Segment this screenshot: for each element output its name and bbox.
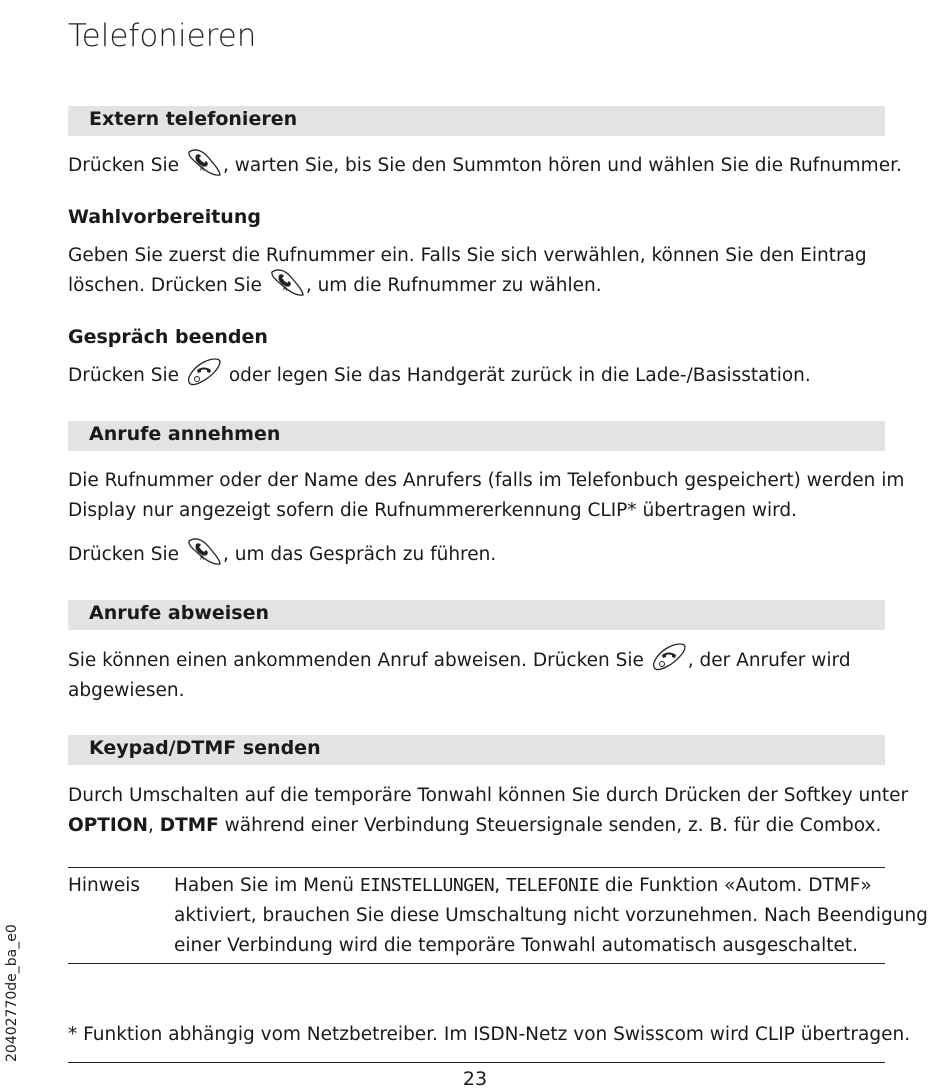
text-line: einer Verbindung wird die temporäre Tonwahl automatisch ausgeschaltet. bbox=[174, 935, 859, 956]
document-code: 20402770de_ba_e0 bbox=[4, 924, 20, 1062]
paragraph-wahl bbox=[68, 241, 898, 301]
text-line bbox=[68, 646, 898, 676]
text: , warten Sie, bis Sie den Summton hören und wählen Sie die Rufnummer. bbox=[222, 155, 902, 176]
text-line bbox=[68, 811, 898, 841]
softkey-label-dtmf: DTMF bbox=[159, 815, 219, 836]
text-line: Display nur angezeigt sofern die Rufnummererkennung CLIP* übertragen wird. bbox=[68, 500, 797, 521]
text-line: Geben Sie zuerst die Rufnummer ein. Falls Sie sich verwählen, können Sie den Eintrag bbox=[68, 245, 867, 266]
section-heading: Keypad/DTMF senden bbox=[89, 737, 321, 759]
text: , um das Gespräch zu führen. bbox=[222, 544, 497, 565]
menu-label: EINSTELLUNGEN bbox=[359, 875, 495, 896]
paragraph-dtmf bbox=[68, 781, 909, 841]
page-number: 23 bbox=[462, 1068, 488, 1090]
text: , bbox=[148, 815, 160, 836]
text-line: abgewiesen. bbox=[68, 680, 185, 701]
text-line: aktiviert, brauchen Sie diese Umschaltung nicht vorzunehmen. Nach Beendigung bbox=[174, 905, 928, 926]
note-top-rule bbox=[68, 867, 885, 868]
text: Drücken Sie bbox=[68, 155, 180, 176]
section-heading: Extern telefonieren bbox=[89, 108, 298, 130]
text: , bbox=[494, 875, 506, 896]
paragraph-abweisen bbox=[68, 646, 898, 706]
paragraph-annehmen-action bbox=[68, 540, 898, 570]
section-heading: Anrufe annehmen bbox=[89, 423, 281, 445]
note-text bbox=[174, 871, 928, 961]
page-title: Telefonieren bbox=[68, 18, 257, 54]
text: Sie können einen ankommenden Anruf abweisen. Drücken Sie bbox=[68, 650, 644, 671]
end-call-key-icon bbox=[651, 642, 687, 672]
text: , der Anrufer wird bbox=[687, 650, 851, 671]
text: die Funktion «Autom. DTMF» bbox=[599, 875, 872, 896]
paragraph-annehmen bbox=[68, 466, 905, 526]
paragraph-beenden bbox=[68, 361, 898, 391]
section-header-abweisen bbox=[68, 600, 885, 630]
svg-text:R: R bbox=[199, 555, 205, 562]
svg-text:R: R bbox=[282, 286, 287, 293]
text: oder legen Sie das Handgerät zurück in die Lade-/Basisstation. bbox=[228, 365, 811, 386]
text: Haben Sie im Menü bbox=[174, 875, 360, 896]
text-line bbox=[68, 271, 898, 301]
section-heading: Anrufe abweisen bbox=[89, 602, 269, 624]
menu-label: TELEFONIE bbox=[506, 875, 600, 896]
svg-text:R: R bbox=[199, 166, 205, 173]
text: während einer Verbindung Steuersignale senden, z. B. für die Combox. bbox=[218, 815, 882, 836]
text: , um die Rufnummer zu wählen. bbox=[305, 275, 602, 296]
subheading-beenden: Gespräch beenden bbox=[68, 326, 268, 348]
call-key-icon bbox=[186, 147, 222, 177]
subheading-wahl: Wahlvorbereitung bbox=[68, 206, 261, 228]
text-line bbox=[174, 871, 894, 901]
end-call-key-icon bbox=[186, 357, 222, 387]
section-header-extern bbox=[68, 106, 885, 136]
softkey-label-option: OPTION bbox=[68, 815, 148, 836]
call-key-icon bbox=[269, 267, 305, 297]
footer-rule bbox=[68, 1062, 885, 1063]
text-line: Die Rufnummer oder der Name des Anrufers (falls im Telefonbuch gespeichert) werden im bbox=[68, 470, 905, 491]
section-header-dtmf bbox=[68, 735, 885, 765]
paragraph-extern bbox=[68, 151, 902, 181]
note-label: Hinweis bbox=[68, 875, 141, 896]
footnote: * Funktion abhängig vom Netzbetreiber. Im ISDN-Netz von Swisscom wird CLIP übertragen. bbox=[68, 1024, 911, 1045]
text-line: Durch Umschalten auf die temporäre Tonwahl können Sie durch Drücken der Softkey unter bbox=[68, 785, 909, 806]
text: löschen. Drücken Sie bbox=[68, 275, 262, 296]
section-header-annehmen bbox=[68, 421, 885, 451]
text: Drücken Sie bbox=[68, 544, 180, 565]
text: Drücken Sie bbox=[68, 365, 180, 386]
call-key-icon bbox=[186, 536, 222, 566]
note-bottom-rule bbox=[68, 963, 885, 964]
